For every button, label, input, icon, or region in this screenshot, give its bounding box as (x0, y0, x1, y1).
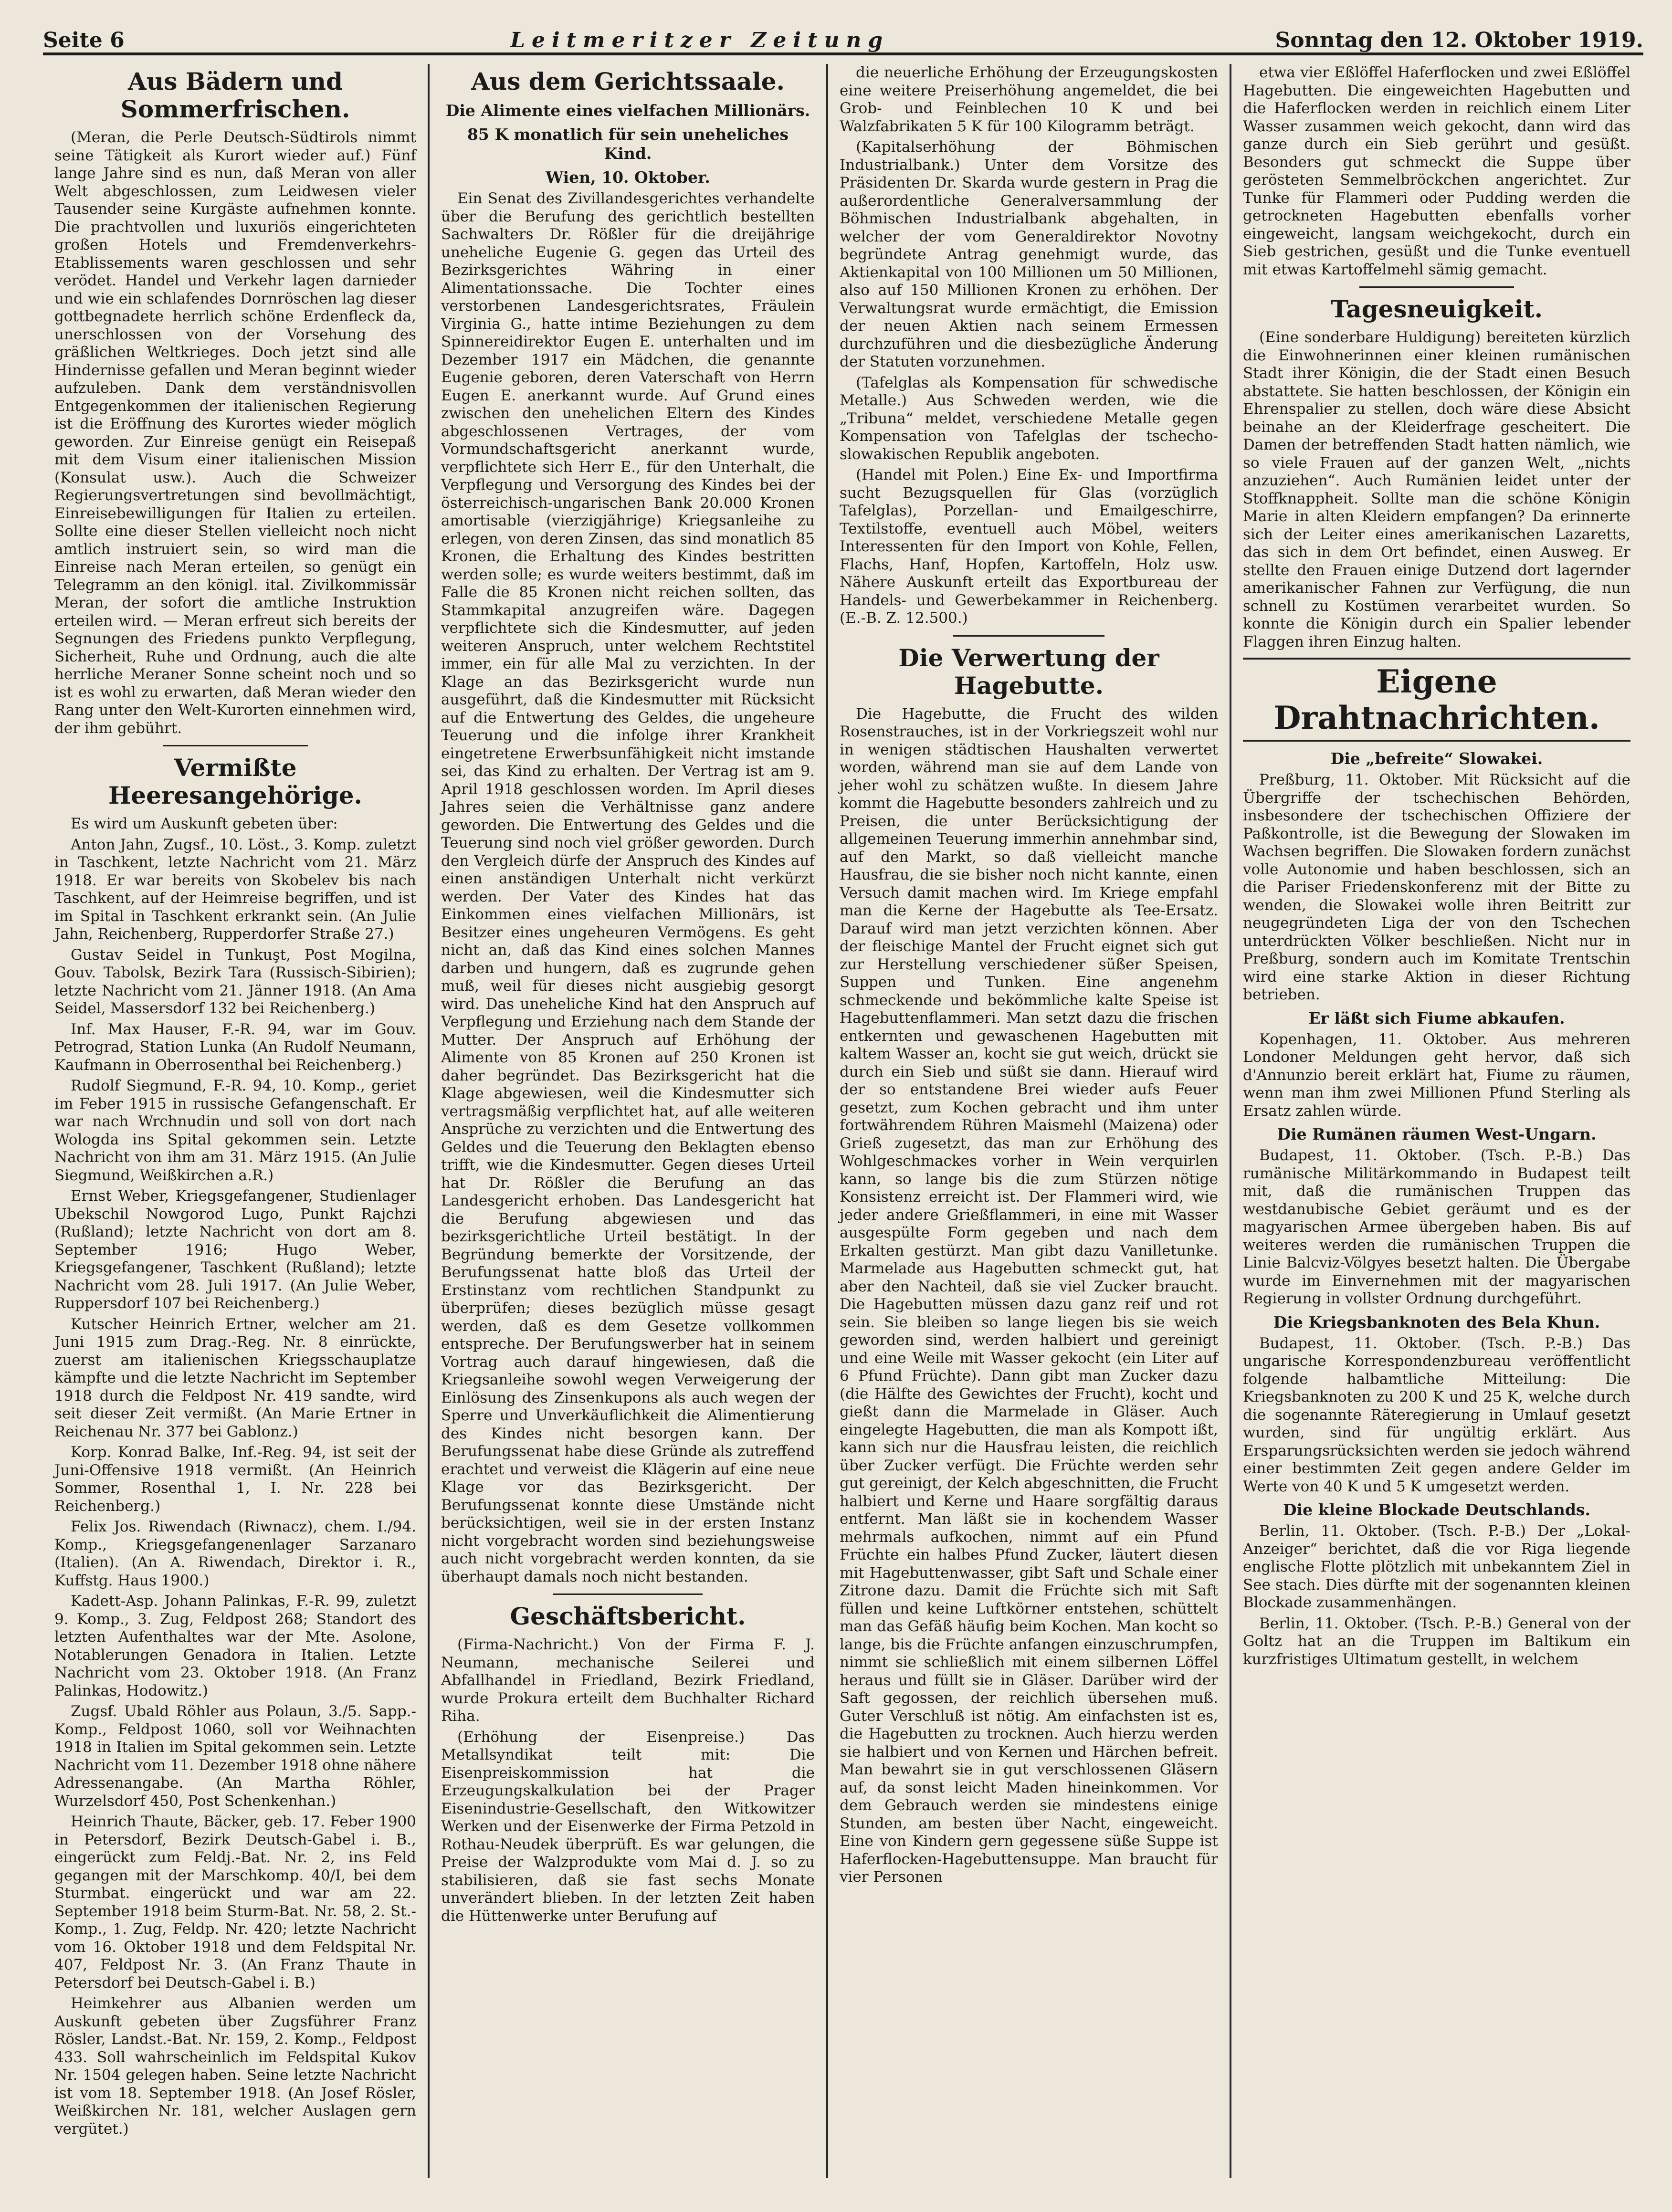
news-pressburg: Preßburg, 11. Oktober. Mit Rücksicht auf die Übergriffe der tschechischen Behörden, insbesondere der tschechischen Offiziere der Paßkontrolle, ist die Bewegung der Slowaken im Wachsen begriffen. Die Slowaken fordern zunächst volle Autonomie und haben beschlossen, sich an die Pariser Friedenskonferenz mit der Bitte zu wenden, die Slowakei wolle ihren Beitritt zur neugegründeten Liga der von den Tschechen unterdrückten Völker beschließen. Nicht nur in Preßburg, sondern auch im Komitate Trentschin wird eine starke Aktion in dieser Richtung betrieben. (1243, 771, 1630, 1003)
column-4 (1231, 64, 1642, 2178)
heading-vermisste: Vermißte Heeresangehörige. (108, 754, 362, 809)
heading-baeder: Aus Bädern und Sommerfrischen. (120, 67, 350, 123)
item-eisenpreise: (Erhöhung der Eisenpreise.) Das Metallsyndikat teilt mit: Die Eisenpreiskommission hat die Erzeugungskalkulation bei der Prager Eisenindustrie-Gesellschaft, den Witkowitzer Werken und der Eisenwerke der Firma Petzold in Rothau-Neudek überprüft. Es war gelungen, die Preise der Walzprodukte vom Mai d. J. so zu stabilisieren, daß sie fast sechs Monate unverändert blieben. In der letzten Zeit haben die Hüttenwerke unter Berufung auf (441, 1728, 815, 1925)
news-kopenhagen: Kopenhagen, 11. Oktober. Aus mehreren Londoner Meldungen geht hervor, daß sich d'Annunzio bereit erklärt hat, Fiume zu räumen, wenn man ihm zwei Millionen Pfund Sterling als Ersatz zahlen würde. (1243, 1030, 1630, 1120)
article-meran: (Meran, die Perle Deutsch-Südtirols nimmt seine Tätigkeit als Kurort wieder auf.) Fünf lange Jahre sind es nun, daß Meran von aller Welt abgeschlossen, zum Leidwesen vieler Tausender seine Kurgäste aufnehmen konnte. Die prachtvollen und luxuriös eingerichteten großen Hotels und Fremdenverkehrs-Etablissements waren geschlossen und sehr verödet. Handel und Verkehr lagen darnieder und wie ein schlafendes Dornröschen lag dieser gottbegnadete herrlich schöne Erdenfleck da, unerschlossen von der Vorsehung des gräßlichen Weltkrieges. Doch jetzt sind alle Hindernisse gefallen und Meran beginnt wieder aufzuleben. Dank dem verständnisvollen Entgegenkommen der italienischen Regierung ist die Eröffnung des Kurortes wieder möglich geworden. Zur Einreise genügt ein Reisepaß mit dem Visum einer italienischen Mission (Konsulat usw.). Auch die Schweizer Regierungsvertretungen sind bevollmächtigt, Einreisebewilligungen für Italien zu erteilen. Sollte eine dieser Stellen vielleicht noch nicht amtlich instruiert sein, so wird man die Einreise nach Meran erteilen, so genügt ein Telegramm an den königl. ital. Zivilkommissär Meran, der sofort die amtliche Instruktion erteilen wird. — Meran erfreut sich bereits der Segnungen des Friedens punkto Verpflegung, Sicherheit, Ruhe und Ordnung, auch die alte herrliche Meraner Sonne scheint noch und so ist es wohl zu erwarten, daß Meran wieder den Rang unter den Welt-Kurorten einnehmen wird, der ihm gebührt. (54, 129, 416, 737)
newspaper-title: Leitmeritzer Zeitung (510, 28, 890, 52)
subheading-85k: 85 K monatlich für sein uneheliches Kind. (467, 125, 789, 163)
news-berlin-2: Berlin, 11. Oktober. (Tsch. P.-B.) General von der Goltz hat an die Truppen im Baltikum ein kurzfristiges Ultimatum gestellt, in welchem (1243, 1614, 1630, 1668)
hagebutte-continued: etwa vier Eßlöffel Haferflocken und zwei Eßlöffel Hagebutten. Die eingeweichten Hagebutten und die Haferflocken werden in reichlich einem Liter Wasser zusammen weich gekocht, dann wird das ganze durch ein Sieb gerührt und gesüßt. Besonders gut schmeckt die Suppe über gerösteten Semmelbröckchen angerichtet. Zur Tunke für Flammeri oder Pudding werden die getrockneten Hagebutten ebenfalls vorher eingeweicht, langsam weichgekocht, durch ein Sieb gestrichen, gesüßt und die Tunke eventuell mit etwas Kartoffelmehl sämig gemacht. (1243, 64, 1630, 278)
heading-tagesneuigkeit: Tagesneuigkeit. (1330, 295, 1543, 323)
article-alimente: Ein Senat des Zivillandesgerichtes verhandelte über die Berufung des gerichtlich bestellten Sachwalters Dr. Rößler für die dreijährige uneheliche Eugenie G. gegen das Urteil des Bezirksgerichtes Währing in einer Alimentationssache. Die Tochter eines verstorbenen Landesgerichtsrates, Fräulein Virginia G., hatte intime Beziehungen zu dem Spinnereidirektor Eugen E. unterhalten und im Dezember 1917 ein Mädchen, die genannte Eugenie geboren, deren Vaterschaft von Herrn Eugen E. anerkannt wurde. Auf Grund eines zwischen den unehelichen Eltern des Kindes abgeschlossenen Vertrages, der vom Vormundschaftsgericht anerkannt wurde, verpflichtete sich Herr E., für den Unterhalt, die Verpflegung und Versorgung des Kindes bei der österreichisch-ungarischen Bank 20.000 Kronen amortisable (vierzigjährige) Kriegsanleihe zu erlegen, von deren Zinsen, das sind monatlich 85 Kronen, die Erhaltung des Kindes bestritten werden solle; es wurde weiters bestimmt, daß im Falle die 85 Kronen nicht reichen sollten, das Stammkapital anzugreifen wäre. Dagegen verpflichtete sich die Kindesmutter, auf jeden weiteren Anspruch, unter welchem Rechtstitel immer, ein für alle Mal zu verzichten. In der Klage an das Bezirksgericht wurde nun ausgeführt, daß die Kindesmutter mit Rücksicht auf die Entwertung des Geldes, die ungeheure Teuerung und die infolge ihrer Krankheit eingetretene Erwerbsunfähigkeit nicht imstande sei, das Kind zu erhalten. Der Vertrag ist am 9. April 1918 geschlossen worden. Im April dieses Jahres seien die Verhältnisse ganz andere geworden. Die Entwertung des Geldes und die Teuerung sind noch viel größer geworden. Durch den Vergleich dürfe der Anspruch des Kindes auf einen anständigen Unterhalt nicht verkürzt werden. Der Vater des Kindes hat das Einkommen eines vielfachen Millionärs, ist Besitzer eines ungeheuren Vermögens. Es geht nicht an, daß das Kind eines solchen Mannes darben und hungern, daß es zugrunde gehen muß, weil für dieses nicht ausgiebig gesorgt wird. Das uneheliche Kind hat den Anspruch auf Verpflegung und Erziehung nach dem Stande der Mutter. Der Anspruch auf Erhöhung der Alimente von 85 Kronen auf 250 Kronen ist daher begründet. Das Bezirksgericht hat die Klage abgewiesen, weil die Kindesmutter sich vertragsmäßig verpflichtet hat, auf alle weiteren Ansprüche zu verzichten und die Entwertung des Geldes und die Teuerung den Beklagten ebenso trifft, wie die Kindesmutter. Gegen dieses Urteil hat Dr. Rößler die Berufung an das Landesgericht erhoben. Das Landesgericht hat die Berufung abgewiesen und das bezirksgerichtliche Urteil bestätigt. In der Begründung bemerkte der Vorsitzende, der Berufungssenat hatte bloß das Urteil der Erstinstanz vom rechtlichen Standpunkt zu überprüfen; dieses bezüglich müsse gesagt werden, daß es dem Gesetze vollkommen entspreche. Der Berufungswerber hat in seinem Vortrag auch darauf hingewiesen, daß die Kriegsanleihe sowohl wegen Verweigerung der Einlösung des Zinsenkupons als auch wegen der Sperre und Unverkäuflichkeit die Alimentierung des Kindes nicht besorgen kann. Der Berufungssenat habe diese Gründe als zutreffend erachtet und verweist die Klägerin auf eine neue Klage vor das Bezirksgericht. Der Berufungssenat konnte diese Umstände nicht berücksichtigen, weil sie in der ersten Instanz nicht vorgebracht worden sind beziehungsweise auch nicht vorgebracht werden konnten, da sie überhaupt damals noch nicht bestanden. (441, 190, 815, 1585)
divider (553, 1593, 703, 1595)
list-item: Kutscher Heinrich Ertner, welcher am 21. Juni 1915 zum Drag.-Reg. Nr. 8 einrückte, zuerst am italienischen Kriegsschauplatze kämpfte und die letzte Nachricht im September 1918 durch die Feldpost Nr. 419 sandte, wird seit dieser Zeit vermißt. (An Marie Ertner in Reichenau Nr. 377 bei Gablonz.) (54, 1315, 416, 1440)
article-hagebutte: Die Hagebutte, die Frucht des wilden Rosenstrauches, ist in der Vorkriegszeit wohl nur in wenigen städtischen Haushalten verwertet worden, während man sie auf dem Lande von jeher wohl zu schätzen wußte. In diesem Jahre kommt die Hagebutte besonders zahlreich und zu Preisen, die unter Berücksichtigung der allgemeinen Teuerung immerhin annehmbar sind, auf den Markt, so daß vielleicht manche Hausfrau, die sie bisher noch nicht kannte, einen Versuch damit machen wird. Im Kriege empfahl man die Kerne der Hagebutte als Tee-Ersatz. Darauf wird man jetzt verzichten können. Aber der fleischige Mantel der Frucht eignet sich gut zur Herstellung verschiedener süßer Speisen, Suppen und Tunken. Eine angenehm schmeckende und bekömmliche kalte Speise ist Hagebuttenflammeri. Man setzt dazu die frischen entkernten und gewaschenen Hagebutten mit kaltem Wasser an, kocht sie gut weich, drückt sie durch ein Sieb und süßt sie dann. Hierauf wird der so entstandene Brei wieder aufs Feuer gesetzt, zum Kochen gebracht und ihm unter fortwährendem Rühren Maismehl (Maizena) oder Grieß zugesetzt, das man zur Erhöhung des Wohlgeschmackes vorher in Wein verquirlen kann, so lange bis die zum Stürzen nötige Konsistenz erreicht ist. Der Flammeri wird, wie jeder andere Grießflammeri, in eine mit Wasser ausgespülte Form gegeben und nach dem Erkalten gestürzt. Man gibt dazu Vanilletunke. Marmelade aus Hagebutten schmeckt gut, hat aber den Nachteil, daß sie viel Zucker braucht. Die Hagebutten müssen dazu ganz reif und rot sein. Sie bleiben so lange liegen bis sie weich geworden sind, werden halbiert und gereinigt und eine Weile mit Wasser gekocht (ein Liter auf 6 Pfund Früchte). Dann gibt man Zucker dazu (die Hälfte des Gewichtes der Frucht), kocht und gießt dann die Marmelade in Gläser. Auch eingelegte Hagebutten, die man als Kompott ißt, kann sich nur die Hausfrau leisten, die reichlich über Zucker verfügt. Die Früchte werden sehr gut gereinigt, der Kelch abgeschnitten, die Frucht halbiert und Kerne und Haare sorgfältig daraus entfernt. Man läßt sie in kochendem Wasser mehrmals aufkochen, nimmt auf ein Pfund Früchte ein halbes Pfund Zucker, läutert diesen mit Hagebuttenwasser, gibt Saft und Schale einer Zitrone dazu. Damit die Früchte sich mit Saft füllen und keine Luftkörner entstehen, schüttelt man das Gefäß häufig beim Kochen. Man kocht so lange, bis die Früchte anfangen einzuschrumpfen, nimmt sie schließlich mit einem silbernen Löffel heraus und füllt sie in Gläser. Darüber wird der Saft gegossen, der reichlich übersehen muß. Guter Verschluß ist nötig. Am einfachsten ist es, die Hagebutten zu trocknen. Auch hierzu werden sie halbiert und von Kernen und Härchen befreit. Man bewahrt sie in gut verschlossenen Gläsern auf, da sonst leicht Maden hineinkommen. Vor dem Gebrauch werden sie mindestens einige Stunden, am besten über Nacht, eingeweicht. Eine von Kindern gern gegessene süße Suppe ist Haferflocken-Hagebuttensuppe. Man braucht für vier Personen (840, 705, 1218, 1886)
item-firma: (Firma-Nachricht.) Von der Firma F. J. Neumann, mechanische Seilerei und Abfallhandel in Friedland, Bezirk Friedland, wurde Prokura erteilt dem Buchhalter Richard Riha. (441, 1636, 815, 1725)
list-item: Heimkehrer aus Albanien werden um Auskunft gebeten über Zugsführer Franz Rösler, Landst.-Bat. Nr. 159, 2. Komp., Feldpost 433. Soll wahrscheinlich im Feldspital Kukov Nr. 1504 gelegen haben. Seine letzte Nachricht ist vom 18. September 1918. (An Josef Rösler, Weißkirchen Nr. 181, welcher Auslagen gern vergütet.) (54, 1995, 416, 2138)
heading-geschaeftsbericht: Geschäftsbericht. (510, 1602, 746, 1630)
list-item: Heinrich Thaute, Bäcker, geb. 17. Feber 1900 in Petersdorf, Bezirk Deutsch-Gabel i. B., eingerückt zum Feldj.-Bat. Nr. 2, ins Feld gegangen mit der Marschkomp. 40/I, bei dem Sturmbat. eingerückt und war am 22. September 1918 beim Sturm-Bat. Nr. 58, 2. St.-Komp., 1. Zug, Feldp. Nr. 420; letzte Nachricht vom 16. Oktober 1918 und dem Feldspital Nr. 407, Feldpost Nr. 3. (An Franz Thaute in Petersdorf bei Deutsch-Gabel i. B.) (54, 1813, 416, 1992)
list-item: Rudolf Siegmund, F.-R. 94, 10. Komp., geriet im Feber 1915 in russische Gefangenschaft. Er war nach Wrchnudin und soll von dort nach Wologda ins Spital gekommen sein. Letzte Nachricht von ihm am 31. März 1915. (An Julie Siegmund, Weißkirchen a.R.) (54, 1077, 416, 1184)
list-item: Korp. Konrad Balke, Inf.-Reg. 94, ist seit der Juni-Offensive 1918 vermißt. (An Heinrich Sommer, Rosenthal 1, I. Nr. 228 bei Reichenberg.) (54, 1444, 416, 1515)
subheading-rumaenen: Die Rumänen räumen West-Ungarn. (1277, 1125, 1597, 1143)
item-tafelglas: (Tafelglas als Kompensation für schwedische Metalle.) Aus Schweden werden, wie die „Tribuna“ meldet, verschiedene Metalle gegen Kompensation von Tafelglas der tschecho-slowakischen Republik angeboten. (840, 374, 1218, 463)
heading-gerichtssaal: Aus dem Gerichtssaale. (471, 67, 785, 95)
heading-drahtnachrichten: Eigene Drahtnachrichten. (1243, 658, 1630, 742)
dateline: Wien, 10. Oktober. (546, 168, 710, 187)
divider (1359, 286, 1514, 288)
subheading-blockade: Die kleine Blockade Deutschlands. (1283, 1500, 1590, 1519)
news-berlin-1: Berlin, 11. Oktober. (Tsch. P.-B.) Der „Lokal-Anzeiger“ berichtet, daß die vor Riga liegende englische Flotte plötzlich mit unbekanntem Ziel in See stach. Dies dürfte mit der sogenannten kleinen Blockade zusammenhängen. (1243, 1522, 1630, 1611)
list-item: Inf. Max Hauser, F.-R. 94, war im Gouv. Petrograd, Station Lunka (An Rudolf Neumann, Kaufmann in Oberrosenthal bei Reichenberg.) (54, 1020, 416, 1074)
list-item: Felix Jos. Riwendach (Riwnacz), chem. I./94. Komp., Kriegsgefangenenlager Sarzanaro (Italien). (An A. Riwendach, Direktor i. R., Kuffstg. Haus 1900.) (54, 1518, 416, 1589)
column-2 (430, 64, 828, 2178)
item-huldigung: (Eine sonderbare Huldigung) bereiteten kürzlich die Einwohnerinnen einer kleinen rumänischen Stadt ihrer Königin, die der Stadt einen Besuch abstattete. Sie hatten beschlossen, der Königin ein Ehrenspalier zu stellen, doch wäre diese Absicht beinahe an der Kleiderfrage gescheitert. Die Damen der betreffenden Stadt hatten nämlich, wie so viele Frauen auf der ganzen Welt, „nichts anzuziehen“. Auch Rumänien leidet unter der Stoffknappheit. Sollte man die schöne Königin Marie in alten Kleidern empfangen? Da erinnerte sich der Leiter eines amerikanischen Lazaretts, das sich in dem Ort befindet, einen Ausweg. Er stellte den Frauen einige Dutzend dort lagernder amerikanischer Fahnen zur Verfügung, die nun schnell zu Kostümen verarbeitet wurden. So konnte die Königin durch ein Spalier lebender Flaggen ihren Einzug halten. (1243, 329, 1630, 650)
list-item: Ernst Weber, Kriegsgefangener, Studienlager Ubekschil Nowgorod Lugo, Punkt Rajchzi (Rußland); letzte Nachricht von dort am 8. September 1916; Hugo Weber, Kriegsgefangener, Taschkent (Rußland); letzte Nachricht vom 28. Juli 1917. (An Julie Weber, Ruppersdorf 107 bei Reichenberg.) (54, 1187, 416, 1312)
item-continued: die neuerliche Erhöhung der Erzeugungskosten eine weitere Preiserhöhung angemeldet, die bei Grob- und Feinblechen 10 K und bei Walzfabrikaten 5 K für 100 Kilogramm beträgt. (840, 64, 1218, 135)
news-budapest-1: Budapest, 11. Oktober. (Tsch. P.-B.) Das rumänische Militärkommando in Budapest teilt mit, daß die rumänischen Truppen das westdanubische Gebiet geräumt und es der magyarischen Armee übergeben haben. Bis auf weiteres werden die rumänischen Truppen die Linie Balcviz-Völgyes besetzt halten. Die Übergabe wurde im Einvernehmen mit der magyarischen Regierung in vollster Ordnung durchgeführt. (1243, 1147, 1630, 1307)
item-polen: (Handel mit Polen.) Eine Ex- und Importfirma sucht Bezugsquellen für Glas (vorzüglich Tafelglas), Porzellan- und Emailgeschirre, Textilstoffe, eventuell auch Möbel, weiters Interessenten für den Import von Kohle, Fellen, Flachs, Hanf, Hopfen, Kartoffeln, Holz usw. Nähere Auskunft erteilt das Exportbureau der Handels- und Gewerbekammer in Reichenberg. (E.-B. Z. 12.500.) (840, 466, 1218, 627)
vermisste-intro: Es wird um Auskunft gebeten über: (71, 815, 338, 832)
subheading-alimente: Die Alimente eines vielfachen Millionärs. (445, 101, 810, 120)
news-budapest-2: Budapest, 11. Oktober. (Tsch. P.-B.) Das ungarische Korrespondenzbureau veröffentlicht folgende halbamtliche Mitteilung: Die Kriegsbanknoten zu 200 K und 25 K, welche durch die sogenannte Räteregierung in Umlauf gesetzt wurden, sind für ungültig erklärt. Aus Ersparungsrücksichten werden sie jedoch während einer bestimmten Zeit gegen andere Gelder im Werte von 40 K und 5 K umgesetzt werden. (1243, 1334, 1630, 1495)
masthead (43, 19, 1643, 55)
columns (43, 64, 1643, 2178)
divider (953, 635, 1104, 637)
heading-hagebutte: Die Verwertung der Hagebutte. (898, 643, 1159, 700)
divider (163, 745, 307, 746)
list-item: Zugsf. Ubald Röhler aus Polaun, 3./5. Sapp.-Komp., Feldpost 1060, soll vor Weihnachten 1918 in Italien im Spital gekommen sein. Letzte Nachricht vom 11. Dezember 1918 ohne nähere Adressenangabe. (An Martha Röhler, Wurzelsdorf 450, Post Schenkenhan.) (54, 1703, 416, 1810)
column-1 (43, 64, 430, 2178)
list-item: Gustav Seidel in Tunkuşt, Post Mogilna, Gouv. Tabolsk, Bezirk Tara (Russisch-Sibirien); letzte Nachricht vom 21. Jänner 1918. (An Ama Seidel, Massersdorf 132 bei Reichenberg.) (54, 946, 416, 1017)
page-number: Seite 6 (43, 28, 125, 52)
subheading-fiume: Er läßt sich Fiume abkaufen. (1308, 1008, 1565, 1027)
item-industrialbank: (Kapitalserhöhung der Böhmischen Industrialbank.) Unter dem Vorsitze des Präsidenten Dr. Skarda wurde gestern in Prag die außerordentliche Generalversammlung der Böhmischen Industrialbank abgehalten, in welcher der vom Generaldirektor Novotny begründete Antrag genehmigt wurde, das Aktienkapital von 100 Millionen um 50 Millionen, also auf 150 Millionen Kronen zu erhöhen. Der Verwaltungsrat wurde ermächtigt, die Emission der neuen Aktien nach seinem Ermessen durchzuführen und die diesbezügliche Änderung der Statuten vorzunehmen. (840, 138, 1218, 370)
list-item: Kadett-Asp. Johann Palinkas, F.-R. 99, zuletzt 9. Komp., 3. Zug, Feldpost 268; Standort des letzten Aufenthaltes war der Mte. Asolone, Notablerungen Genadora in Italien. Letzte Nachricht vom 23. Oktober 1918. (An Franz Palinkas, Hodowitz.) (54, 1593, 416, 1699)
issue-date: Sonntag den 12. Oktober 1919. (1275, 28, 1643, 52)
column-3 (828, 64, 1231, 2178)
list-item: Anton Jahn, Zugsf., 10. Löst., 3. Komp. zuletzt in Taschkent, letzte Nachricht vom 21. März 1918. Er war bereits von Skobelev bis nach Taschkent, auf der Heimreise begriffen, und ist im Spital in Taschkent erkrankt sein. (An Julie Jahn, Reichenberg, Rupperdorfer Straße 27.) (54, 836, 416, 943)
subheading-banknoten: Die Kriegsbanknoten des Bela Khun. (1273, 1312, 1600, 1331)
subheading-slowakei: Die „befreite“ Slowakei. (1330, 749, 1543, 768)
